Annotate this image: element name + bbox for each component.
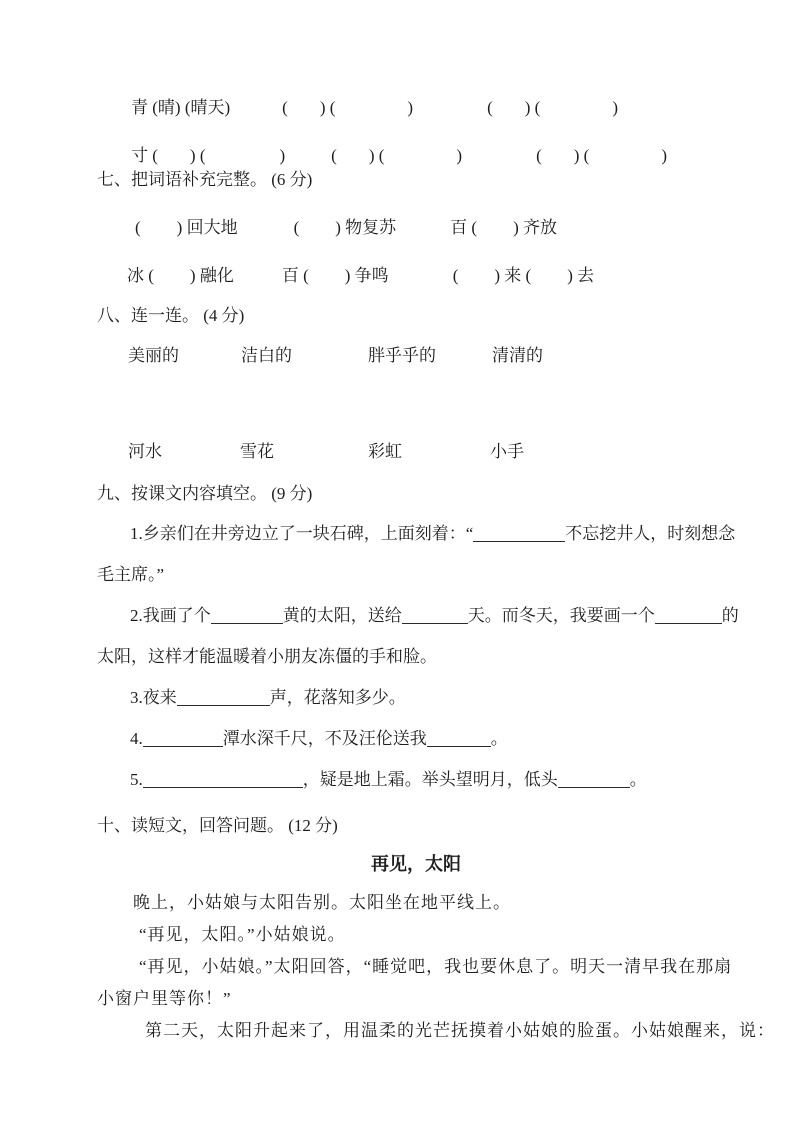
spacer <box>540 112 612 113</box>
text-line <box>97 727 735 751</box>
text-run: ) <box>661 146 668 165</box>
text-line <box>97 768 735 792</box>
spacer <box>531 280 567 281</box>
text-run: 5. <box>130 770 143 789</box>
text-run: 2.我画了个 <box>130 606 211 625</box>
spacer <box>292 360 368 361</box>
text-line <box>97 954 735 980</box>
spacer <box>389 280 453 281</box>
text-line <box>97 216 735 240</box>
answer-blank <box>402 608 468 624</box>
text-run: 的 <box>721 606 739 625</box>
text-line <box>97 144 735 168</box>
text-run: “再见，太阳。”小姑娘说。 <box>139 925 346 944</box>
text-line <box>97 1018 775 1044</box>
text-run: ) <box>456 146 463 165</box>
answer-blank <box>473 526 565 542</box>
spacer <box>285 160 331 161</box>
spacer <box>274 456 368 457</box>
text-run: 3.夜来 <box>130 688 177 707</box>
text-line <box>97 686 735 710</box>
text-run: ) ( <box>524 98 541 117</box>
text-run: 太阳，这样才能温暖着小朋友冻僵的手和脸。 <box>97 647 437 666</box>
answer-blank <box>427 731 491 747</box>
text-line <box>97 96 735 120</box>
text-run: 天。而冬天，我要画一个 <box>467 606 655 625</box>
text-run: 黄的太阳，送给 <box>282 606 402 625</box>
text-line <box>97 344 735 368</box>
answer-blank <box>177 690 270 706</box>
text-run: ( <box>282 98 288 117</box>
text-run: 1.乡亲们在井旁边立了一块石碑，上面刻着：“ <box>130 524 474 543</box>
text-run: ) 回大地 <box>176 218 238 237</box>
spacer <box>493 112 525 113</box>
text-line <box>97 922 735 948</box>
text-run: 。 <box>629 770 647 789</box>
text-run: ) ( <box>319 98 336 117</box>
text-run: ，疑是地上霜。举头望明月，低头 <box>302 770 558 789</box>
text-run: ) 齐放 <box>513 218 558 237</box>
text-run: ( <box>135 218 141 237</box>
text-run: 不忘挖井人，时刻想念 <box>565 524 736 543</box>
spacer <box>462 160 536 161</box>
spacer <box>337 160 369 161</box>
question-9-fill-blank-lines <box>97 522 739 792</box>
text-run: ) ( <box>368 146 385 165</box>
text-run: 胖乎乎的 <box>368 346 436 365</box>
spacer <box>413 112 487 113</box>
spacer <box>179 360 241 361</box>
text-run: ) 去 <box>567 266 595 285</box>
text-line <box>97 645 735 669</box>
question-7-heading: 七、把词语补充完整。 (6 分) <box>97 170 313 189</box>
spacer <box>230 112 282 113</box>
answer-blank <box>211 608 283 624</box>
passage-title: 再见，太阳 <box>371 854 461 874</box>
text-run: 洁白的 <box>241 346 292 365</box>
question-10-heading: 十、读短文，回答问题。 (12 分) <box>97 816 338 835</box>
answer-blank <box>143 772 303 788</box>
question-8-matching-words <box>97 344 735 464</box>
text-run: ) 融化 <box>189 266 234 285</box>
text-run: 毛主席。” <box>97 565 165 584</box>
spacer <box>402 456 490 457</box>
spacer <box>206 160 280 161</box>
text-run: 清清的 <box>492 346 543 365</box>
text-run: 4. <box>130 729 143 748</box>
text-line <box>97 604 739 628</box>
text-run: ( <box>452 266 459 285</box>
text-run: ) 来 ( <box>494 266 532 285</box>
text-run: 小手 <box>490 442 524 461</box>
spacer <box>589 160 661 161</box>
text-run: ) ( <box>573 146 590 165</box>
spacer <box>141 232 177 233</box>
text-run: ) 争鸣 <box>344 266 389 285</box>
text-run: ( <box>487 98 493 117</box>
text-line <box>97 563 735 587</box>
spacer <box>436 360 492 361</box>
question-8-heading: 八、连一连。 (4 分) <box>97 306 245 325</box>
spacer <box>384 160 456 161</box>
text-run: “再见，小姑娘。”太阳回答，“睡觉吧，我也要休息了。明天一清早我在那扇 <box>139 957 733 976</box>
spacer <box>477 232 513 233</box>
text-run: 声，花落知多少。 <box>269 688 406 707</box>
text-run: 彩虹 <box>368 442 402 461</box>
text-run: 百 ( <box>281 266 309 285</box>
text-run: 。 <box>490 729 508 748</box>
text-run: ( <box>536 146 542 165</box>
text-run: 冰 ( <box>127 266 154 285</box>
text-run: ) 物复苏 <box>335 218 397 237</box>
question-7-fill-word-lines <box>97 216 735 288</box>
text-run: 河水 <box>128 442 162 461</box>
text-run: ) <box>612 98 618 117</box>
text-run: 青 (晴) (晴天) <box>131 98 231 117</box>
text-run: ) ( <box>189 146 206 165</box>
text-line <box>97 440 735 464</box>
text-run: 潭水深千尺，不及汪伦送我 <box>222 729 427 748</box>
text-run: 百 ( <box>450 218 478 237</box>
spacer <box>542 160 574 161</box>
question-6-word-derivation-lines <box>97 96 735 168</box>
spacer <box>309 280 345 281</box>
text-run: 美丽的 <box>128 346 179 365</box>
text-line <box>97 986 735 1012</box>
text-line <box>97 264 735 288</box>
answer-blank <box>655 608 722 624</box>
text-run: ) <box>279 146 286 165</box>
reading-passage <box>97 890 775 1044</box>
answer-blank <box>558 772 630 788</box>
spacer <box>458 280 494 281</box>
spacer <box>162 456 240 457</box>
text-run: ) <box>407 98 414 117</box>
spacer <box>335 112 407 113</box>
spacer <box>396 232 450 233</box>
text-run: 第二天，太阳升起来了，用温柔的光芒抚摸着小姑娘的脸蛋。小姑娘醒来，说： <box>145 1021 775 1040</box>
text-run: 小窗户里等你！” <box>97 989 232 1008</box>
spacer <box>299 232 335 233</box>
text-run: ( <box>331 146 337 165</box>
text-run: 晚上，小姑娘与太阳告别。太阳坐在地平线上。 <box>133 893 511 912</box>
text-line <box>97 890 735 916</box>
spacer <box>288 112 320 113</box>
answer-blank <box>143 731 223 747</box>
spacer <box>238 232 294 233</box>
spacer <box>234 280 282 281</box>
spacer <box>154 280 190 281</box>
text-run: 寸 ( <box>131 146 158 165</box>
spacer <box>158 160 190 161</box>
text-run: ( <box>293 218 300 237</box>
question-9-heading: 九、按课文内容填空。 (9 分) <box>97 484 313 503</box>
text-run: 雪花 <box>240 442 274 461</box>
text-line <box>97 522 735 546</box>
